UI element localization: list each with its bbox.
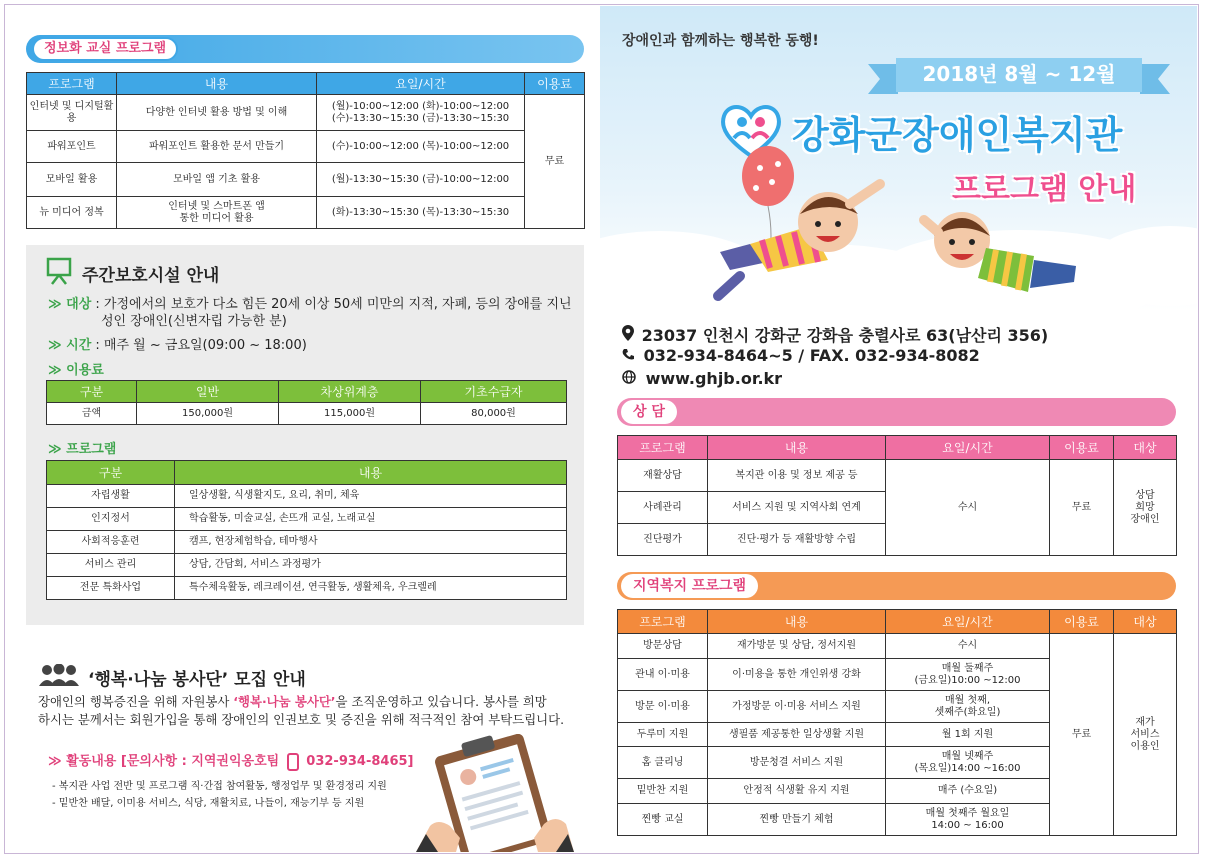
time-cell: 월 1회 지원 [886, 723, 1050, 747]
content-cell: 모바일 앱 기초 활용 [117, 163, 317, 197]
globe-icon [622, 369, 640, 388]
content-cell: 학습활동, 미술교실, 손뜨개 교실, 노래교실 [175, 508, 567, 531]
program-table [46, 460, 567, 600]
col-header: 기초수급자 [421, 381, 567, 403]
content-cell: 재가방문 및 상담, 정서지원 [708, 634, 886, 659]
info-class-table-wrap [26, 72, 584, 229]
table-row [27, 131, 585, 163]
col-header: 요일/시간 [317, 73, 525, 95]
col-header: 이용료 [525, 73, 585, 95]
content-cell: 서비스 지원 및 지역사회 연계 [708, 492, 886, 524]
target-cell: 상담 희망 장애인 [1114, 460, 1177, 556]
program-cell: 인터넷 및 디지털활용 [27, 95, 117, 131]
content-cell: 안정적 식생활 유지 지원 [708, 779, 886, 804]
col-header: 요일/시간 [886, 436, 1050, 460]
child-illustration-left [710, 174, 890, 308]
content-cell: 가정방문 이·미용 서비스 지원 [708, 691, 886, 723]
fee-cell: 금액 [47, 403, 137, 425]
content-cell: 복지관 이용 및 정보 제공 등 [708, 460, 886, 492]
program-cell: 모바일 활용 [27, 163, 117, 197]
program-cell: 밑반찬 지원 [618, 779, 708, 804]
info-class-table [26, 72, 585, 229]
table-row [47, 531, 567, 554]
community-title: 지역복지 프로그램 [621, 574, 758, 598]
target-text-2: 성인 장애인(신변자립 가능한 분) [101, 314, 287, 329]
clipboard-illustration [416, 734, 574, 856]
category-cell: 자립생활 [47, 485, 175, 508]
time-cell: 수시 [886, 460, 1050, 556]
table-row [47, 554, 567, 577]
content-cell: 진단·평가 등 재활방향 수립 [708, 524, 886, 556]
col-header: 내용 [708, 436, 886, 460]
table-row [618, 634, 1177, 659]
time-text: : 매주 월 ~ 금요일(09:00 ~ 18:00) [95, 338, 307, 353]
time-cell: (화)-13:30~15:30 (목)-13:30~15:30 [317, 197, 525, 229]
volunteer-desc [38, 693, 598, 729]
phone-text: 032-934-8464~5 / FAX. 032-934-8082 [643, 346, 980, 365]
time-cell: 매주 (수요일) [886, 779, 1050, 804]
table-row [47, 508, 567, 531]
time-cell: 매월 넷째주 (목요일)14:00 ~16:00 [886, 747, 1050, 779]
content-cell: 캠프, 현장체험학습, 테마행사 [175, 531, 567, 554]
col-header: 구분 [47, 461, 175, 485]
time-cell: (수)-10:00~12:00 (목)-10:00~12:00 [317, 131, 525, 163]
col-header: 프로그램 [27, 73, 117, 95]
content-cell: 생필품 제공통한 일상생활 지원 [708, 723, 886, 747]
fee-table-wrap [46, 380, 566, 425]
phone-icon [287, 753, 299, 771]
info-class-title: 정보화 교실 프로그램 [32, 37, 178, 61]
fee-cell: 무료 [1050, 634, 1114, 836]
counsel-table-wrap [617, 435, 1176, 556]
volunteer-text-1c: 을 조직운영하고 있습니다. 봉사를 희망 [335, 694, 547, 709]
community-header-bar [617, 572, 1176, 600]
hero-banner [600, 6, 1197, 311]
community-table [617, 609, 1177, 836]
time-cell: 매월 둘째주 (금요일)10:00 ~12:00 [886, 659, 1050, 691]
program-cell: 재활상담 [618, 460, 708, 492]
counsel-title: 상 담 [621, 400, 677, 424]
bullet-item: - 밑반찬 배달, 이미용 서비스, 식당, 재활치료, 나들이, 재능기부 등 지원 [52, 798, 365, 809]
content-cell: 방문청결 서비스 지원 [708, 747, 886, 779]
time-cell: 매월 첫째, 셋째주(화요일) [886, 691, 1050, 723]
volunteer-team-name: ‘행복·나눔 봉사단’ [233, 694, 336, 709]
child-illustration-right [916, 196, 1086, 310]
program-cell: 진단평가 [618, 524, 708, 556]
target-text: : 가정에서의 보호가 다소 힘든 20세 이상 50세 미만의 지적, 자폐, 등의 장애를 지닌 [95, 297, 572, 312]
activity-phone: 032-934-8465] [306, 754, 414, 769]
table-row [27, 95, 585, 131]
info-class-header-bar [26, 35, 584, 63]
time-cell: 수시 [886, 634, 1050, 659]
fee-cell: 115,000원 [279, 403, 421, 425]
program-cell: 홈 클리닝 [618, 747, 708, 779]
content-cell: 인터넷 및 스마트폰 앱 통한 미디어 활용 [117, 197, 317, 229]
fee-cell: 무료 [525, 95, 585, 229]
activity-bullets [52, 778, 387, 812]
col-header: 구분 [47, 381, 137, 403]
counsel-table [617, 435, 1177, 556]
col-header: 이용료 [1050, 610, 1114, 634]
program-cell: 방문 이·미용 [618, 691, 708, 723]
slogan: 장애인과 함께하는 행복한 동행! [622, 33, 819, 49]
program-cell: 사례관리 [618, 492, 708, 524]
counsel-header-bar [617, 398, 1176, 426]
program-cell: 뉴 미디어 정복 [27, 197, 117, 229]
fee-cell: 80,000원 [421, 403, 567, 425]
target-cell: 재가 서비스 이용인 [1114, 634, 1177, 836]
table-row [47, 485, 567, 508]
volunteer-text-1a: 장애인의 행복증진을 위해 자원봉사 [38, 694, 234, 709]
fee-cell: 150,000원 [137, 403, 279, 425]
phone-line [622, 346, 980, 365]
bullet-item: - 복지관 사업 전반 및 프로그램 직·간접 참여활동, 행정업무 및 환경정리 지원 [52, 781, 387, 792]
target-line [48, 297, 578, 313]
web-line [622, 369, 782, 388]
table-row [47, 577, 567, 600]
volunteer-text-2: 하시는 분께서는 회원가입을 통해 장애인의 인권보호 및 증진을 위해 적극적인 참여 부탁드립니다. [38, 712, 565, 727]
col-header: 일반 [137, 381, 279, 403]
fee-table [46, 380, 567, 425]
easel-icon [46, 257, 72, 289]
time-cell: (월)-13:30~15:30 (금)-10:00~12:00 [317, 163, 525, 197]
cloud-decoration [600, 206, 1197, 311]
fee-label: ≫ 이용료 [48, 363, 104, 378]
program-cell: 관내 이·미용 [618, 659, 708, 691]
content-cell: 이·미용을 통한 개인위생 강화 [708, 659, 886, 691]
category-cell: 인지정서 [47, 508, 175, 531]
table-row [618, 460, 1177, 492]
content-cell: 파워포인트 활용한 문서 만들기 [117, 131, 317, 163]
day-care-section [26, 245, 584, 625]
org-name: 강화군장애인복지관 [792, 113, 1123, 157]
address-line [622, 323, 1048, 346]
program-table-wrap [46, 460, 566, 600]
col-header: 요일/시간 [886, 610, 1050, 634]
content-cell: 찐빵 만들기 체험 [708, 804, 886, 836]
program-guide-title: 프로그램 안내 [952, 172, 1137, 207]
day-care-title: 주간보호시설 안내 [82, 266, 220, 286]
col-header: 대상 [1114, 436, 1177, 460]
program-cell: 두루미 지원 [618, 723, 708, 747]
category-cell: 서비스 관리 [47, 554, 175, 577]
phone-icon [622, 346, 638, 365]
col-header: 프로그램 [618, 436, 708, 460]
time-cell: (월)-10:00~12:00 (화)-10:00~12:00 (수)-13:30~15:30 (금)-13:30~15:30 [317, 95, 525, 131]
location-pin-icon [622, 325, 636, 345]
col-header: 내용 [117, 73, 317, 95]
fee-cell: 무료 [1050, 460, 1114, 556]
program-cell: 방문상담 [618, 634, 708, 659]
col-header: 대상 [1114, 610, 1177, 634]
group-people-icon [38, 664, 80, 690]
activity-line [48, 750, 413, 771]
program-cell: 찐빵 교실 [618, 804, 708, 836]
col-header: 내용 [175, 461, 567, 485]
table-row [47, 403, 567, 425]
web-text: www.ghjb.or.kr [645, 369, 783, 388]
table-row [27, 163, 585, 197]
content-cell: 다양한 인터넷 활용 방법 및 이해 [117, 95, 317, 131]
address-text: 23037 인천시 강화군 강화읍 충렬사로 63(남산리 356) [641, 326, 1049, 345]
col-header: 이용료 [1050, 436, 1114, 460]
category-cell: 사회적응훈련 [47, 531, 175, 554]
activity-label: ≫ 활동내용 [문의사항 : 지역권익옹호팀 [48, 754, 280, 769]
category-cell: 전문 특화사업 [47, 577, 175, 600]
target-label: ≫ 대상 [48, 297, 92, 312]
program-label: ≫ 프로그램 [48, 442, 117, 457]
program-cell: 파워포인트 [27, 131, 117, 163]
content-cell: 일상생활, 식생활지도, 요리, 취미, 체육 [175, 485, 567, 508]
time-line [48, 338, 307, 354]
content-cell: 상담, 간담회, 서비스 과정평가 [175, 554, 567, 577]
time-label: ≫ 시간 [48, 338, 92, 353]
time-cell: 매월 첫째주 월요일 14:00 ~ 16:00 [886, 804, 1050, 836]
period-ribbon: 2018년 8월 ~ 12월 [896, 58, 1142, 92]
community-table-wrap [617, 609, 1176, 836]
table-row [27, 197, 585, 229]
col-header: 내용 [708, 610, 886, 634]
content-cell: 특수체육활동, 레크레이션, 연극활동, 생활체육, 우크렐레 [175, 577, 567, 600]
col-header: 차상위계층 [279, 381, 421, 403]
col-header: 프로그램 [618, 610, 708, 634]
volunteer-title: ‘행복·나눔 봉사단’ 모집 안내 [88, 670, 306, 690]
